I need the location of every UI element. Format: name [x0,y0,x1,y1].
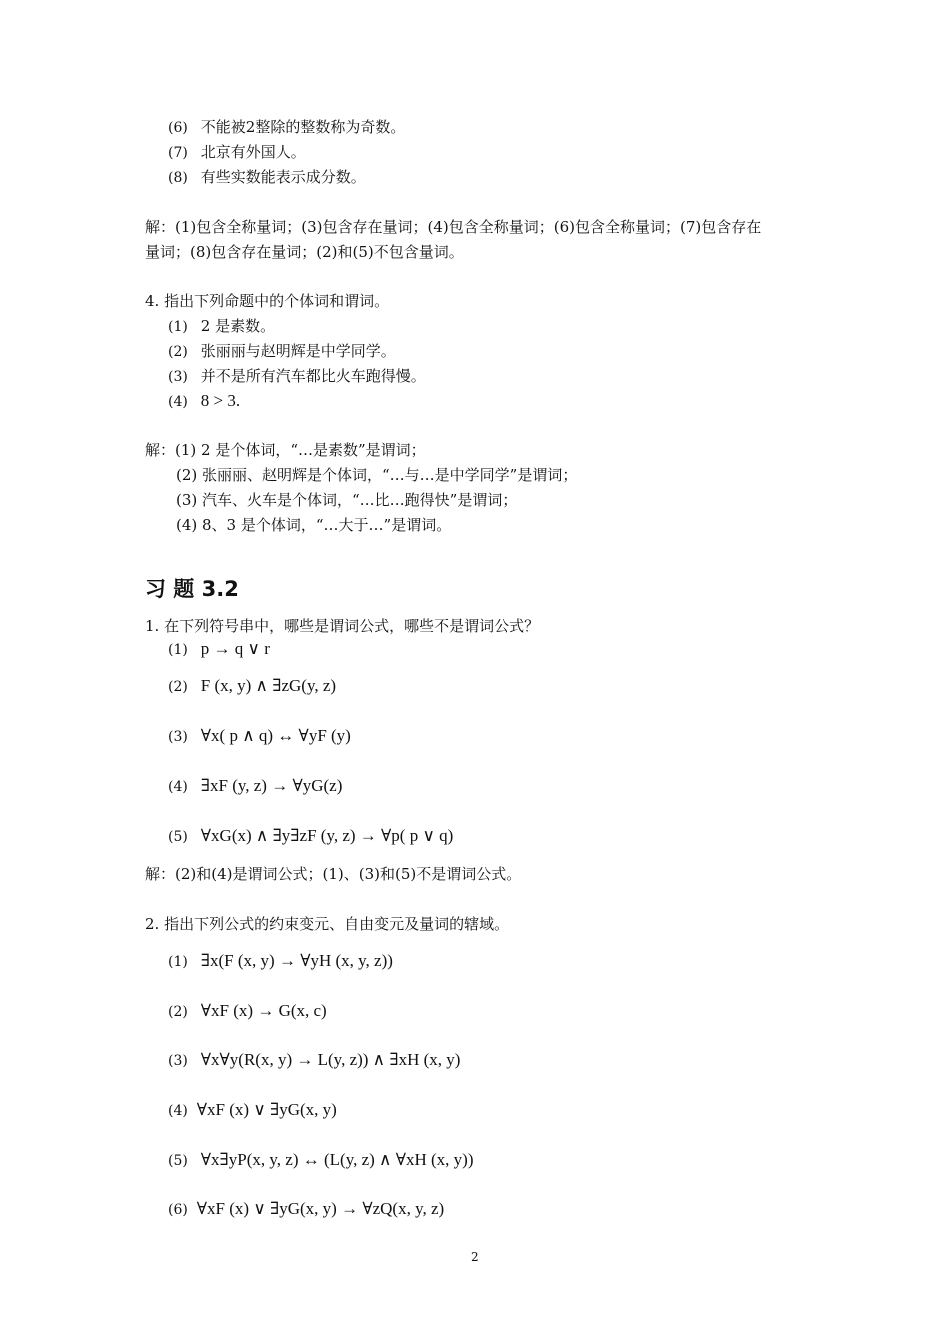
page-number: 2 [471,1250,479,1264]
s1-answer: 解：(2)和(4)是谓词公式；(1)、(3)和(5)不是谓词公式。 [145,865,522,883]
s2-item-1 [168,951,393,972]
item-number: (4) [168,779,188,795]
s1-item-3 [168,726,351,747]
section-heading: 习 题 3.2 [145,577,239,601]
q3-item-7 [168,142,306,163]
q3-item-8 [168,167,366,188]
item-text: 不能被2整除的整数称为奇数。 [200,118,406,136]
item-number: (2) [168,344,188,360]
formula: ∀x( p ∧ q) ↔ ∀yF (y) [200,726,351,745]
s2-item-5 [168,1150,474,1171]
q4-answer-2: (2) 张丽丽、赵明辉是个体词，“…与…是中学同学”是谓词； [176,466,578,484]
s2-item-6 [168,1199,444,1220]
formula: ∃xF (y, z) → ∀yG(z) [200,776,343,795]
item-number: (3) [168,729,188,745]
s1-item-1 [168,639,270,660]
q4-title: 4. 指出下列命题中的个体词和谓词。 [145,292,390,310]
item-number: (3) [168,1053,188,1069]
s2-item-3 [168,1050,460,1071]
formula: ∀xF (x) ∨ ∃yG(x, y) → ∀zQ(x, y, z) [196,1199,445,1218]
formula: ∀xG(x) ∧ ∃y∃zF (y, z) → ∀p( p ∨ q) [200,826,454,845]
item-text: 北京有外国人。 [200,143,306,161]
item-number: (4) [168,1103,188,1119]
item-number: (3) [168,369,188,385]
q4-answer-3: (3) 汽车、火车是个体词，“…比…跑得快”是谓词； [176,491,518,509]
q4-item-3 [168,366,426,387]
formula: p → q ∨ r [200,639,270,658]
item-text: 8 > 3. [200,391,241,410]
q3-answer-line1: 解：(1)包含全称量词；(3)包含存在量词；(4)包含全称量词；(6)包含全称量词；(7)包含存在 [145,218,762,236]
q4-item-4 [168,391,240,412]
item-text: 并不是所有汽车都比火车跑得慢。 [200,367,426,385]
s1-title: 1. 在下列符号串中，哪些是谓词公式，哪些不是谓词公式？ [145,617,540,635]
q3-item-6 [168,117,405,138]
s1-item-4 [168,776,342,797]
s2-item-4 [168,1100,337,1121]
item-number: (6) [168,1202,188,1218]
s1-item-2 [168,676,336,697]
item-number: (6) [168,120,188,136]
item-number: (2) [168,1004,188,1020]
s1-item-5 [168,826,453,847]
q4-answer-1: 解：(1) 2 是个体词，“…是素数”是谓词； [145,441,426,459]
q4-item-1 [168,316,275,337]
item-number: (8) [168,170,188,186]
item-number: (4) [168,394,188,410]
item-number: (5) [168,1153,188,1169]
formula: ∀xF (x) ∨ ∃yG(x, y) [196,1100,337,1119]
item-number: (5) [168,829,188,845]
item-text: 2 是素数。 [200,317,276,335]
q4-answer-4: (4) 8、3 是个体词，“…大于…”是谓词。 [176,516,452,534]
formula: ∀x∃yP(x, y, z) ↔ (L(y, z) ∧ ∀xH (x, y)) [200,1150,474,1169]
item-number: (1) [168,319,188,335]
q3-answer-line2: 量词；(8)包含存在量词；(2)和(5)不包含量词。 [145,243,464,261]
formula: ∀x∀y(R(x, y) → L(y, z)) ∧ ∃xH (x, y) [200,1050,461,1069]
item-number: (7) [168,145,188,161]
q4-item-2 [168,341,396,362]
s2-item-2 [168,1001,327,1022]
formula: ∀xF (x) → G(x, c) [200,1001,327,1020]
item-text: 有些实数能表示成分数。 [200,168,366,186]
s2-title: 2. 指出下列公式的约束变元、自由变元及量词的辖域。 [145,915,510,933]
item-number: (2) [168,679,188,695]
item-number: (1) [168,954,188,970]
item-number: (1) [168,642,188,658]
formula: F (x, y) ∧ ∃zG(y, z) [200,676,337,695]
item-text: 张丽丽与赵明辉是中学同学。 [200,342,396,360]
formula: ∃x(F (x, y) → ∀yH (x, y, z)) [200,951,393,970]
